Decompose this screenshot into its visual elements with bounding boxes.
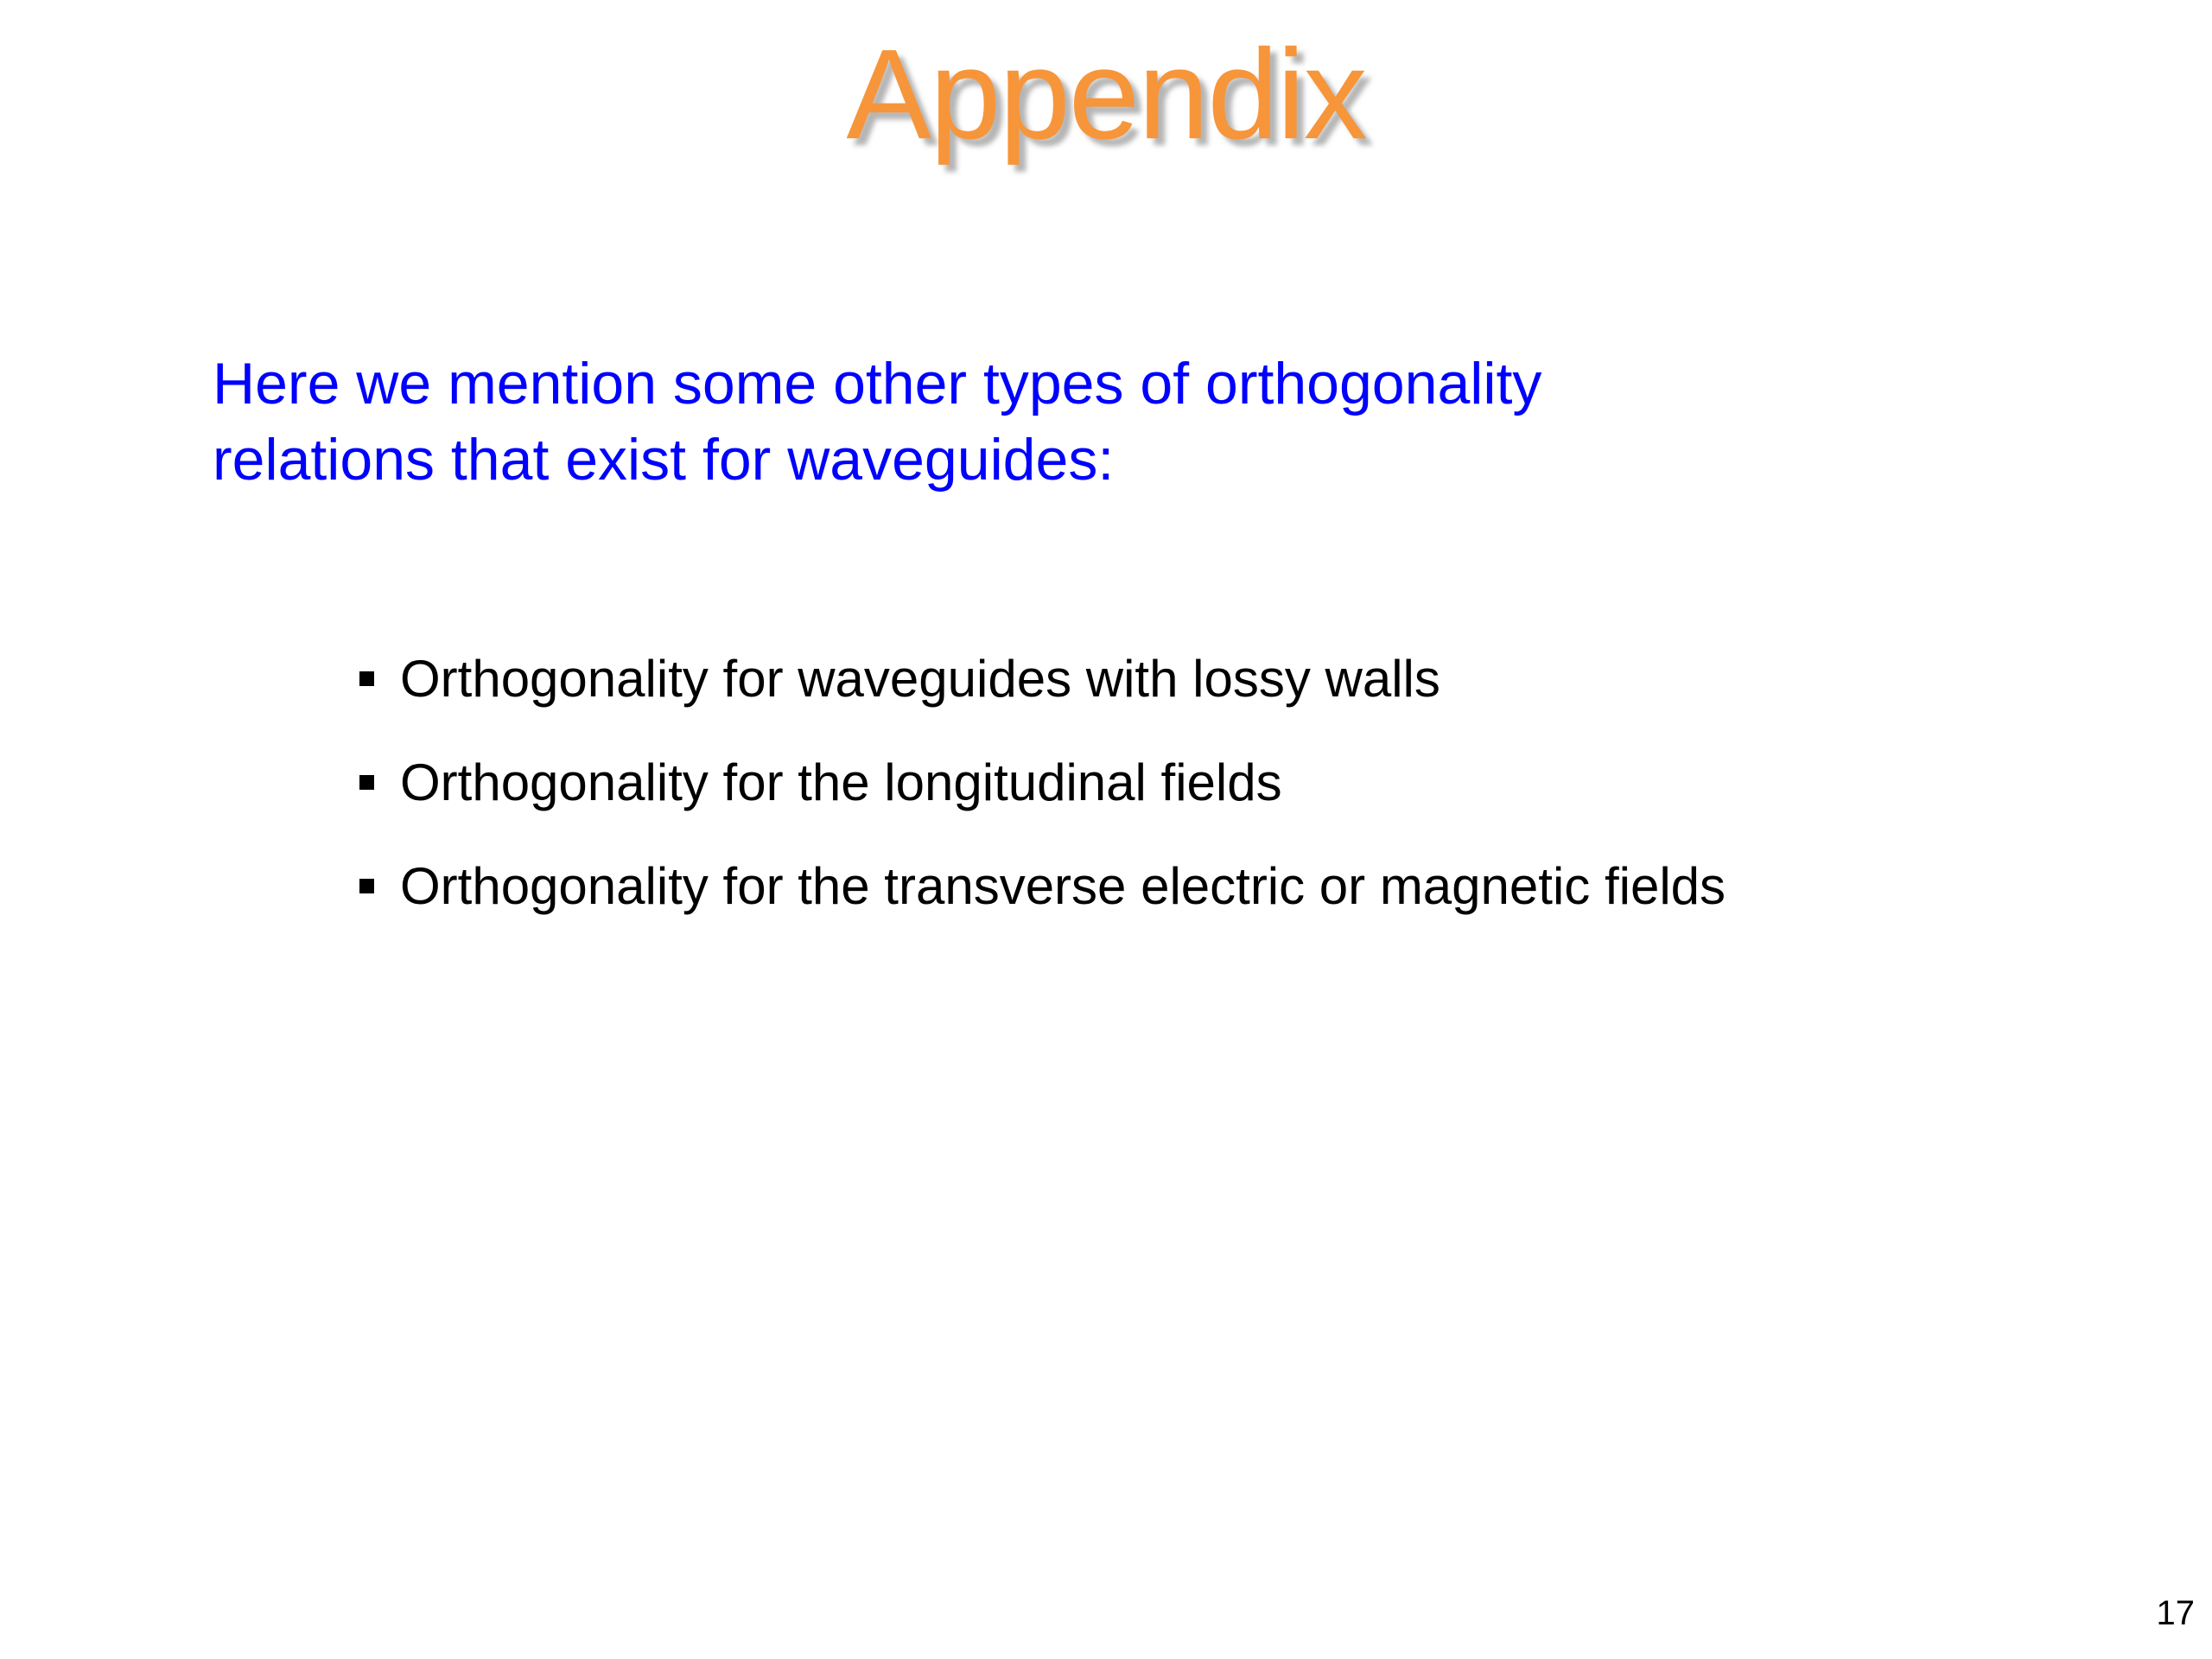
page-number: 17 [2156,1594,2195,1632]
slide-title: Appendix [846,23,1366,166]
square-bullet-icon [359,775,374,790]
bullet-list [359,644,2088,955]
bullet-text: Orthogonality for the transverse electric or magnetic fields [400,856,1726,915]
bullet-item [359,747,2088,817]
intro-paragraph [213,346,1854,498]
bullet-item [359,851,2088,920]
square-bullet-icon [359,671,374,686]
intro-line: relations that exist for waveguides: [213,427,1115,493]
square-bullet-icon [359,879,374,893]
intro-line: Here we mention some other types of orthogonality [213,351,1542,416]
bullet-text: Orthogonality for the longitudinal fields [400,753,1282,811]
bullet-text: Orthogonality for waveguides with lossy walls [400,649,1440,708]
bullet-item [359,644,2088,713]
